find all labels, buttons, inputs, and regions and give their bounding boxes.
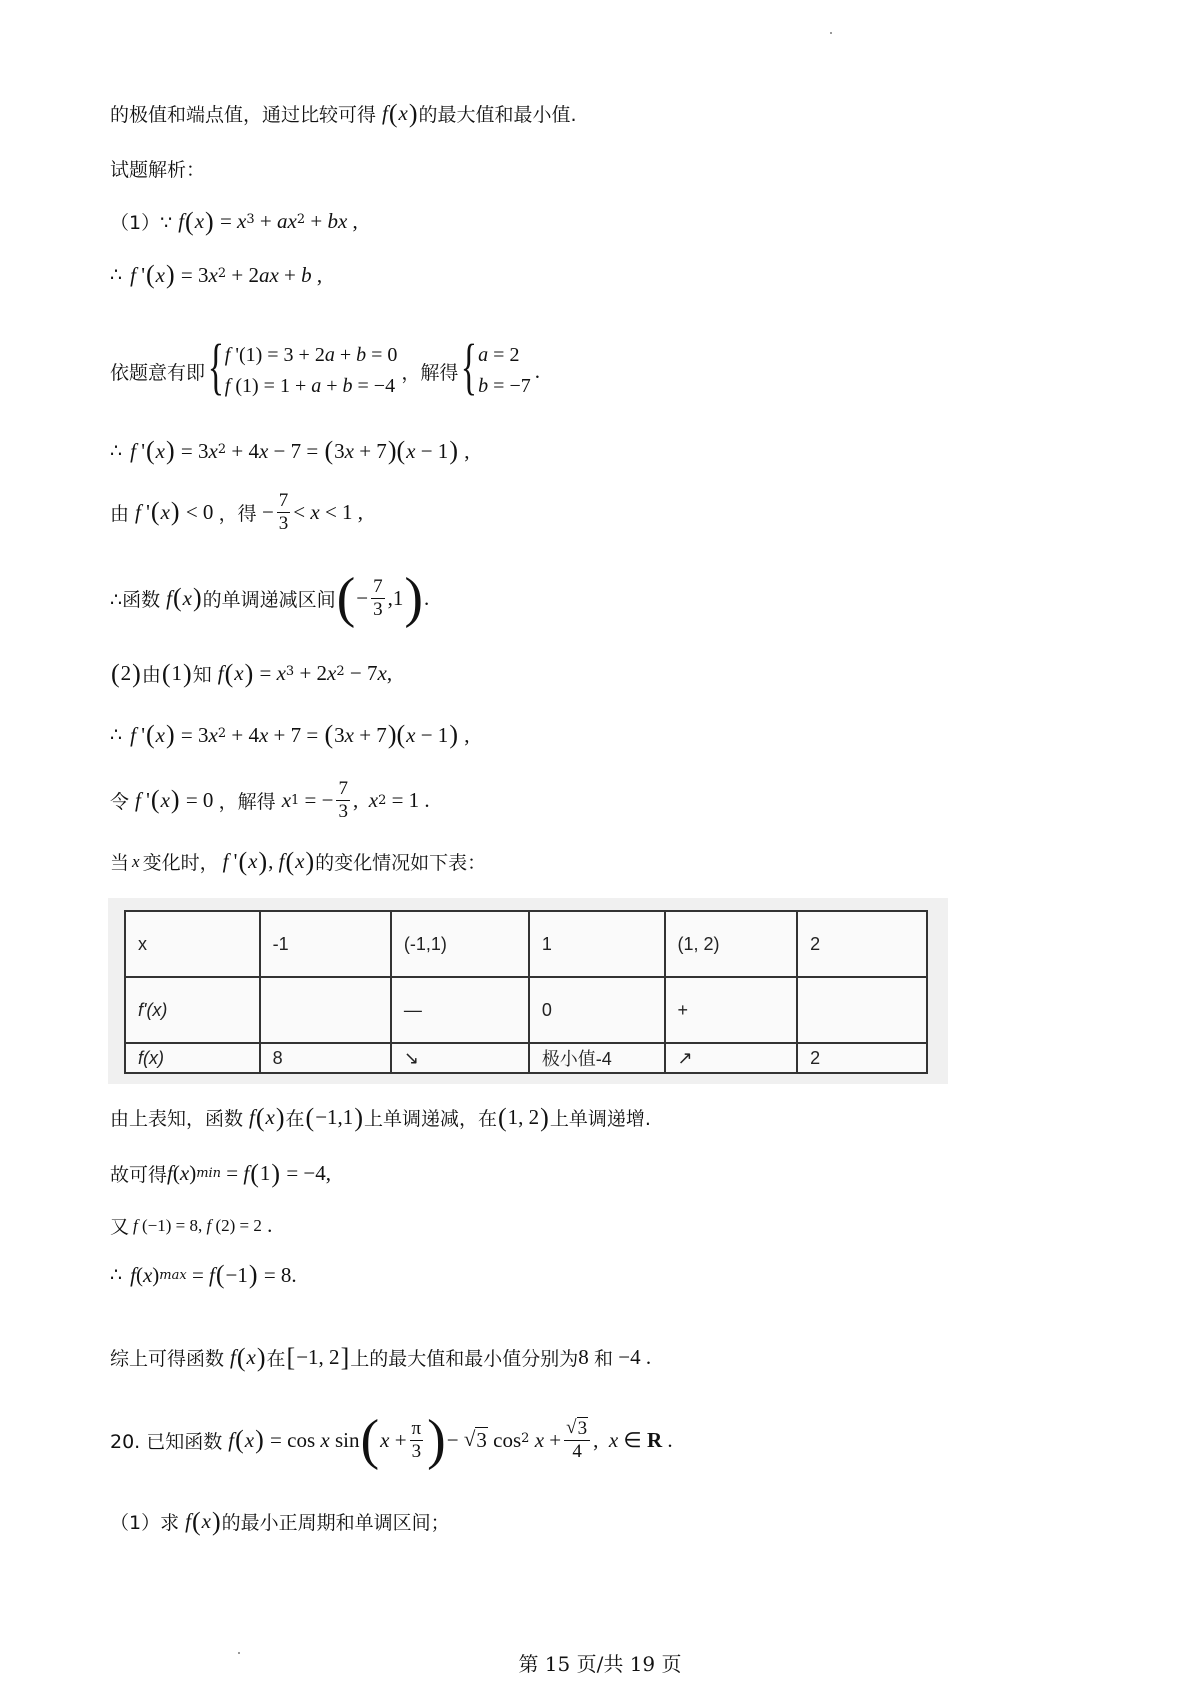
table-cell: ↘: [391, 1043, 529, 1073]
table-cell: f(x): [125, 1043, 260, 1073]
table-cell: 2: [797, 911, 927, 977]
line-3: （1）∵ f ( x ) = x $^3$ + ax $^2$ + bx ,: [110, 206, 358, 236]
table-row: [125, 1043, 927, 1073]
table-cell: 2: [797, 1043, 927, 1073]
line-8: ∴函数 f ( x ) 的单调递减区间 ( − $\frac{7}{3}$ ,1 ) .: [110, 567, 430, 629]
table-cell: 极小值-4: [529, 1043, 665, 1073]
table-cell: [797, 977, 927, 1043]
line-11: 令 f ' ( x ) = 0 ，解得 x 1 = − $\frac{7}{3}$ , x 2 = 1 .: [110, 778, 430, 822]
table-cell: 1: [529, 911, 665, 977]
table-row: [125, 911, 927, 977]
line-1: 的极值和端点值，通过比较可得 f ( x ) 的最大值和最小值.: [110, 98, 577, 128]
table-cell: [260, 977, 391, 1043]
scan-speck: [238, 1652, 240, 1654]
line-15: 又 f (−1) = 8, f (2) = 2 .: [110, 1213, 273, 1238]
table-cell: x: [125, 911, 260, 977]
line-16: ∴ f ( x ) max = f ( −1 ) = 8.: [110, 1260, 297, 1289]
table-row: [125, 977, 927, 1043]
line-9: ( 2 ) 由 ( 1 ) 知 f ( x ) = x $^3$ + 2 x $^2$ − 7 x ,: [111, 658, 393, 688]
table-cell: (-1,1): [391, 911, 529, 977]
table-cell: -1: [260, 911, 391, 977]
line-2: 试题解析：: [110, 159, 206, 181]
table-cell: 0: [529, 977, 665, 1043]
line-7: 由 f ' ( x ) < 0 ，得 − $\frac{7}{3}$ < x < 1 ,: [110, 490, 364, 534]
line-19: （1）求 f ( x ) 的最小正周期和单调区间；: [110, 1506, 450, 1536]
page-footer: 第 15 页/共 19 页: [518, 1652, 682, 1676]
line-6: ∴ f ' ( x ) = 3 x $^2$ + 4 x − 7 = ( 3 x + 7 )( x − 1 ) ,: [110, 436, 470, 465]
line-4: ∴ f ' ( x ) = 3 x $^2$ + 2 ax + b ,: [110, 260, 323, 289]
line-12: 当 x 变化时， f ' ( x ) , f ( x ) 的变化情况如下表：: [110, 846, 487, 876]
table-cell: +: [665, 977, 798, 1043]
table-cell: f'(x): [125, 977, 260, 1043]
line-17: 综上可得函数 f ( x ) 在 [ −1, 2 ] 上的最大值和最小值分别为 8 和 −4 .: [110, 1342, 652, 1372]
line-18: 20. 已知函数 f ( x ) = cos x sin ( x + $\frac{\pi}{3}$ ) − √ 3 cos $^2$ x + √ 3 4 , x ∈ R .: [110, 1409, 673, 1471]
scan-speck: [830, 32, 832, 34]
table-cell: 8: [260, 1043, 391, 1073]
line-5: 依题意有即 { f '(1) = 3 + 2a + b = 0 f (1) = 1 + a + b = −4 ，解得 { a = 2 b = −7 .: [110, 333, 540, 401]
line-13: 由上表知，函数 f ( x ) 在 ( −1,1 ) 上单调递减，在 ( 1, 2 ) 上单调递增.: [110, 1102, 651, 1132]
table-cell: (1, 2): [665, 911, 798, 977]
table-cell: —: [391, 977, 529, 1043]
line-10: ∴ f ' ( x ) = 3 x $^2$ + 4 x + 7 = ( 3 x + 7 )( x − 1 ) ,: [110, 720, 470, 749]
variation-table: [124, 910, 928, 1074]
table-cell: ↗: [665, 1043, 798, 1073]
line-14: 故可得 f ( x ) min = f ( 1 ) = −4,: [110, 1158, 332, 1188]
variation-table-image: [108, 898, 948, 1084]
